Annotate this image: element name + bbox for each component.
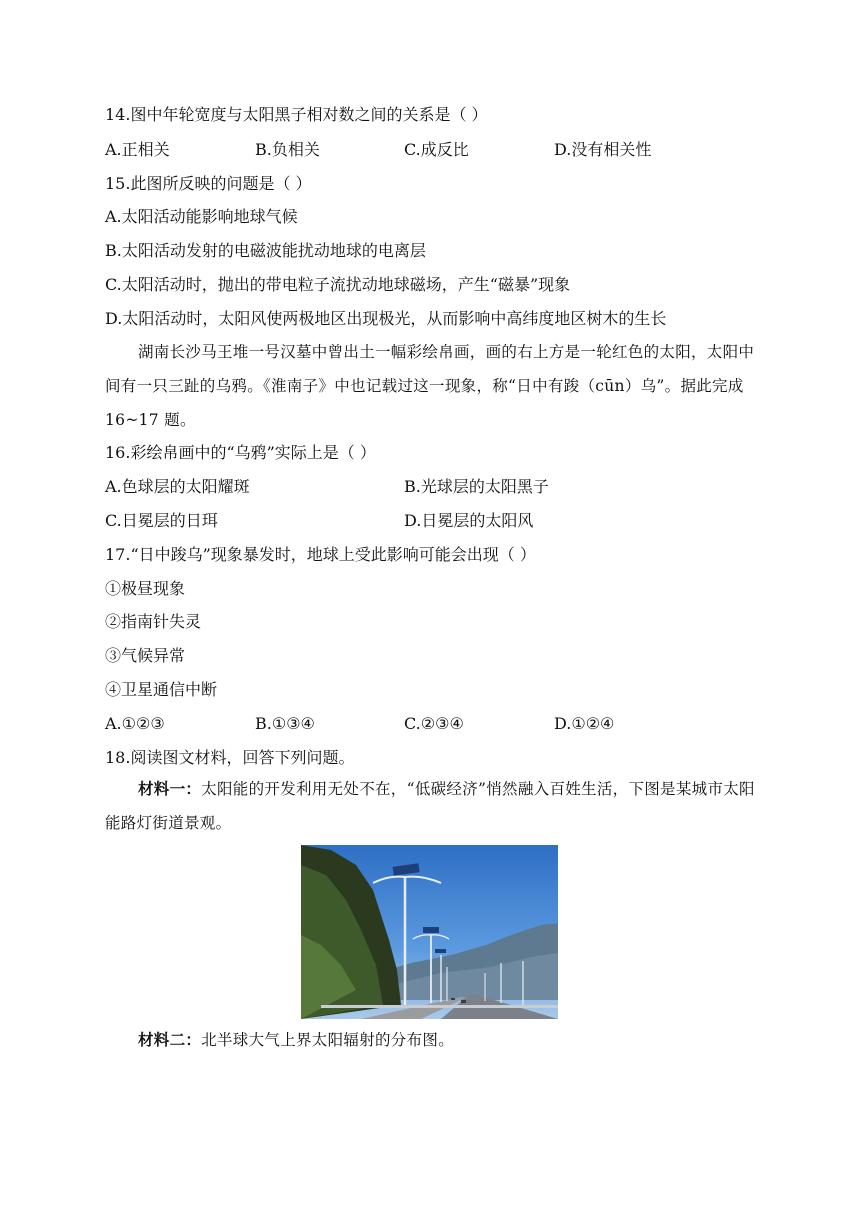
q15-stem: 15.此图所反映的问题是（ ） <box>105 174 312 193</box>
material-two <box>105 1023 760 1057</box>
material-two-label: 材料二： <box>138 1030 202 1049</box>
material-one-label: 材料一： <box>138 779 202 798</box>
q16-option-c: C.日冕层的日珥 <box>105 511 218 530</box>
solar-streetlight-photo <box>301 845 558 1019</box>
q16-option-a: A.色球层的太阳耀斑 <box>105 477 250 496</box>
q16-option-d: D.日冕层的太阳风 <box>404 511 534 530</box>
q14-option-c: C.成反比 <box>404 140 469 159</box>
q17-option-b: B.①③④ <box>255 714 315 733</box>
q17-item-4: ④卫星通信中断 <box>105 680 218 699</box>
q17-item-2: ②指南针失灵 <box>105 612 202 631</box>
q16-stem: 16.彩绘帛画中的“乌鸦”实际上是（ ） <box>105 443 376 462</box>
material-one-text: 太阳能的开发利用无处不在，“低碳经济”悄然融入百姓生活，下图是某城市太阳能路灯街道景观。 <box>105 780 755 832</box>
q15-option-b: B.太阳活动发射的电磁波能扰动地球的电离层 <box>105 241 426 260</box>
q17-option-a: A.①②③ <box>105 714 165 733</box>
q17-item-3: ③气候异常 <box>105 646 186 665</box>
q18-stem: 18.阅读图文材料，回答下列问题。 <box>105 748 355 767</box>
q14-stem: 14.图中年轮宽度与太阳黑子相对数之间的关系是（ ） <box>105 105 488 124</box>
q16-option-b: B.光球层的太阳黑子 <box>404 477 549 496</box>
material-one <box>105 772 760 840</box>
q17-stem: 17.“日中踆乌”现象暴发时，地球上受此影响可能会出现（ ） <box>105 545 536 564</box>
q17-option-d: D.①②④ <box>554 714 615 733</box>
reading-passage: 湖南长沙马王堆一号汉墓中曾出土一幅彩绘帛画，画的右上方是一轮红色的太阳，太阳中间有一只三趾的乌鸦。《淮南子》中也记载过这一现象，称“日中有踆（cūn）乌”。据此完成 16~17 题。 <box>105 343 755 429</box>
q15-option-d: D.太阳活动时，太阳风使两极地区出现极光，从而影响中高纬度地区树木的生长 <box>105 309 667 328</box>
q15-option-c: C.太阳活动时，抛出的带电粒子流扰动地球磁场，产生“磁暴”现象 <box>105 275 571 294</box>
q17-option-c: C.②③④ <box>404 714 464 733</box>
q14-option-b: B.负相关 <box>255 140 320 159</box>
material-two-text: 北半球大气上界太阳辐射的分布图。 <box>201 1031 455 1049</box>
q17-item-1: ①极昼现象 <box>105 579 186 598</box>
q14-option-d: D.没有相关性 <box>554 140 652 159</box>
q14-option-a: A.正相关 <box>105 140 170 159</box>
q15-option-a: A.太阳活动能影响地球气候 <box>105 207 298 226</box>
